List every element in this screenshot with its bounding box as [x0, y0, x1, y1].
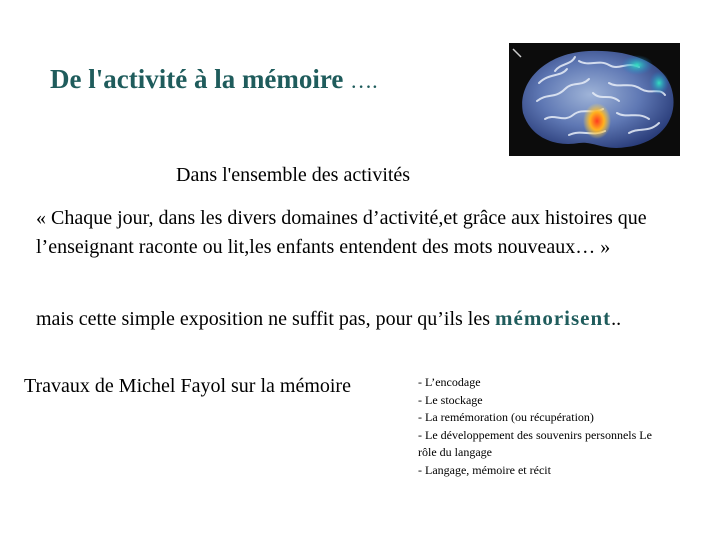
paragraph-end: ..: [611, 308, 622, 330]
subtitle: Dans l'ensemble des activités: [176, 164, 411, 186]
highlighted-word: mémorisent: [495, 306, 612, 330]
list-item: - Le stockage: [418, 392, 483, 407]
list-item: - La remémoration (ou récupération): [418, 410, 594, 424]
brain-illustration: [509, 43, 680, 156]
title-text: De l'activité à la mémoire: [50, 64, 344, 94]
brain-scan-image: [509, 43, 680, 156]
title-ellipsis: ….: [350, 68, 378, 93]
travaux-line: Travaux de Michel Fayol sur la mémoire: [24, 375, 351, 397]
slide-title: [50, 64, 378, 95]
paragraph-text: mais cette simple exposition ne suffit pas, pour qu’ils les: [36, 308, 491, 330]
bullet-list: [418, 374, 658, 479]
quote-paragraph: « Chaque jour, dans les divers domaines d’activité,et grâce aux histoires que l’enseignant raconte ou lit,les enfants entendent des mots nouveaux… »: [36, 207, 647, 258]
list-item: - Langage, mémoire et récit: [418, 462, 551, 477]
exposition-paragraph: [36, 303, 676, 334]
list-item: - L’encodage: [418, 375, 481, 389]
list-item: - Le développement des souvenirs personnels Le rôle du langage: [418, 427, 652, 459]
